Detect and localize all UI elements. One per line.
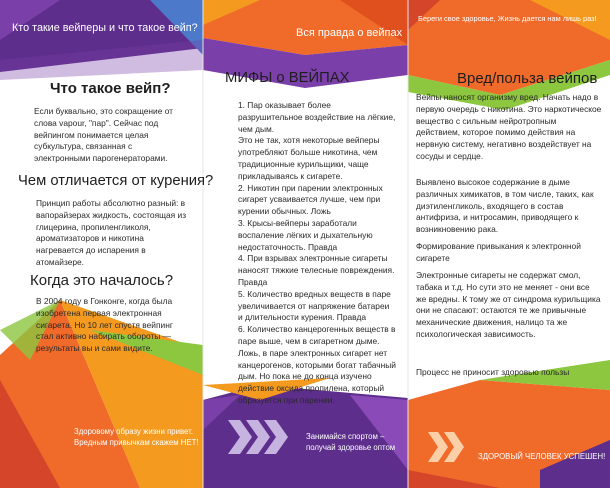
harm-paragraph-2: Выявлено высокое содержание в дыме различных химикатов, в том числе, таких, как диэтиленгликоль, входящего в состав антифриза, и нитросамин, приводящего к возникновению рака. [416, 177, 594, 235]
middle-panel-footer: Занимайся спортом – получай здоровье оптом [306, 432, 396, 452]
myth-item: 6. Количество канцерогенных веществ в паре выше, чем в сигаретном дыме. Ложь, в паре электронных сигарет нет канцерогенов, которыми богат табачный дым. Но пока не до конца изучено действие оксида пропилена, который образуется при парении. [238, 324, 396, 405]
harm-paragraph-5: Процесс не приносит здоровью пользы [416, 367, 570, 377]
section-title-what-is-vape: Что такое вейп? [50, 80, 171, 97]
section-title-when-started: Когда это началось? [30, 272, 174, 289]
myth-item: 4. При взрывах электронные сигареты наносят тяжкие телесные повреждения. Правда [238, 253, 395, 287]
harm-paragraph-4: Электронные сигареты не содержат смол, табака и т.д. Но сути это не меняет - они все же вредны. К тому же от синдрома курильщика они не спасают: остаются те же привычные механические движения, налицо та же психологическая зависимость. [416, 270, 601, 339]
myth-item: 2. Никотин при парении электронных сигарет усваивается лучше, чем при курении обычных. Ложь [238, 182, 383, 217]
harm-benefit-title: Вред/польза вейпов [457, 70, 598, 87]
chevron-arrows-icon [228, 420, 288, 454]
harm-paragraph-1: Вейпы наносят организму вред. Начать надо в первую очередь с никотина. Это наркотическое вещество с сильным нейротропным действием, которое помимо действия на нервную систему, негативно воздействует на сосуды и сердце. [416, 92, 602, 161]
myths-list [238, 100, 396, 407]
right-panel-footer: ЗДОРОВЫЙ ЧЕЛОВЕК УСПЕШЕН! [478, 452, 606, 461]
myth-item: 1. Пар оказывает более разрушительное воздействие на лёгкие, чем дым. [238, 100, 396, 134]
section-text-when-started: В 2004 году в Гонконге, когда была изобретена первая электронная сигарета. Но 10 лет спустя вейпинг стал активно набирать обороты — результаты вы и сами видите. [36, 296, 173, 354]
left-panel-footer: Здоровому образу жизни привет. Вредным привычкам скажем НЕТ! [74, 427, 199, 447]
myth-item: Это не так, хотя некоторые вейперы употребляют больше никотина, чем традиционные курильщики, чаще прикладываясь к сигарете. [238, 135, 380, 181]
myth-item: 5. Количество вредных веществ в паре увеличивается от напряжение батареи и длительности курения. Правда [238, 288, 391, 323]
section-title-difference: Чем отличается от курения? [18, 173, 214, 189]
chevron-arrows-icon [428, 432, 468, 462]
section-text-difference: Принцип работы абсолютно разный: в вапорайзерах жидкость, состоящая из глицерина, пропиленгликоля, ароматизаторов и никотина нагревается до испарения в атомайзере. [36, 198, 187, 267]
harm-paragraph-3: Формирование привыкания к электронной сигарете [416, 241, 581, 263]
myth-item: 3. Крысы-вейперы заработали воспаление лёгких и дыхательную недостаточность. Правда [238, 217, 373, 252]
middle-panel-header: Вся правда о вейпах [296, 27, 403, 39]
left-panel-header: Кто такие вейперы и что такое вейп? [12, 22, 198, 34]
myths-title: МИФЫ о ВЕЙПАХ [225, 70, 350, 86]
section-text-what-is-vape: Если буквально, это сокращение от слова vapour, "пар". Сейчас под вейпингом понимается целая субкультура, связанная с электронными парогенераторами. [34, 106, 174, 164]
right-panel-header: Береги свое здоровье, Жизнь дается нам лишь раз! [418, 14, 597, 23]
